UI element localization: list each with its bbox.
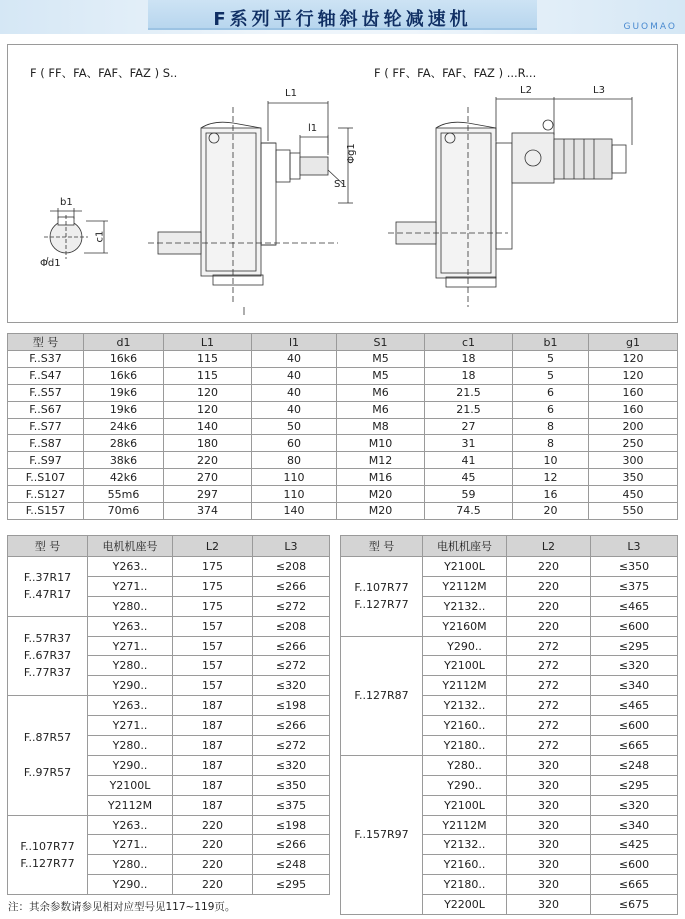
- table-cell: 297: [164, 486, 252, 503]
- table-row: [8, 384, 678, 401]
- table-cell: ≤320: [253, 755, 330, 775]
- table-cell: 272: [507, 656, 591, 676]
- table-cell: ≤208: [253, 557, 330, 577]
- table-cell: Y2180..: [423, 875, 507, 895]
- table-cell: 16k6: [84, 351, 164, 368]
- drawing-label-right: F ( FF、FA、FAF、FAZ ) ...R...: [374, 66, 537, 80]
- table-cell: Y280..: [88, 596, 173, 616]
- table-cell: Y2132..: [423, 596, 507, 616]
- table-cell: 320: [507, 775, 591, 795]
- model-name: F..77R37: [23, 666, 72, 680]
- table-cell: Y2200L: [423, 895, 507, 915]
- table-cell: 6: [513, 401, 589, 418]
- dim-b1: b1: [60, 197, 73, 208]
- table-cell: ≤248: [591, 755, 678, 775]
- table-cell: 374: [164, 503, 252, 520]
- table-cell: ≤350: [591, 557, 678, 577]
- table-cell: F..S37: [8, 351, 84, 368]
- table-cell: 320: [507, 755, 591, 775]
- table-cell: 120: [164, 401, 252, 418]
- table-cell: 5: [513, 351, 589, 368]
- table-cell: 38k6: [84, 452, 164, 469]
- table-cell: 115: [164, 367, 252, 384]
- table-cell: 140: [252, 503, 337, 520]
- table-cell: M16: [337, 469, 425, 486]
- dim-g1: Φg1: [345, 143, 357, 164]
- table-cell: 220: [173, 855, 253, 875]
- gearbox-r-housing: [388, 107, 626, 307]
- table-cell: Y290..: [88, 755, 173, 775]
- table-cell: ≤198: [253, 696, 330, 716]
- model-name: F..57R37: [23, 632, 72, 646]
- dim-S1: S1: [334, 179, 347, 190]
- table-cell: ≤320: [591, 795, 678, 815]
- table-cell: 12: [513, 469, 589, 486]
- table-cell: 550: [589, 503, 678, 520]
- model-group-cell: [8, 616, 88, 696]
- table-cell: F..S97: [8, 452, 84, 469]
- t1-header-S1: S1: [337, 334, 425, 351]
- dim-l1: l1: [308, 123, 318, 134]
- table-cell: 272: [507, 676, 591, 696]
- footnote: 注：其余参数请参见相对应型号见117~119页。: [8, 901, 236, 913]
- table-cell: ≤248: [253, 855, 330, 875]
- table-cell: 300: [589, 452, 678, 469]
- table-cell: ≤465: [591, 696, 678, 716]
- table-cell: ≤600: [591, 716, 678, 736]
- table-cell: 157: [173, 636, 253, 656]
- table-cell: ≤340: [591, 676, 678, 696]
- table-cell: Y290..: [88, 875, 173, 895]
- table-cell: 320: [507, 875, 591, 895]
- table-cell: Y2112M: [423, 676, 507, 696]
- dim-L3: L3: [593, 85, 605, 96]
- t2-header-motor: 电机机座号: [88, 536, 173, 557]
- table-cell: Y2180..: [423, 736, 507, 756]
- table-cell: 157: [173, 616, 253, 636]
- page-title: F系列平行轴斜齿轮减速机: [213, 9, 472, 30]
- table-cell: Y271..: [88, 576, 173, 596]
- table-cell: 5: [513, 367, 589, 384]
- table-cell: 180: [164, 435, 252, 452]
- table-cell: 187: [173, 716, 253, 736]
- table-cell: 320: [507, 795, 591, 815]
- table-cell: ≤272: [253, 596, 330, 616]
- table-cell: ≤266: [253, 576, 330, 596]
- table-cell: Y263..: [88, 616, 173, 636]
- dim-L1: L1: [285, 88, 297, 99]
- t1-header-model: 型 号: [8, 334, 84, 351]
- model-name: F..107R77: [354, 581, 409, 595]
- table-cell: Y290..: [423, 775, 507, 795]
- table-cell: 18: [425, 351, 513, 368]
- drawing-label-left: F ( FF、FA、FAF、FAZ ) S..: [30, 66, 178, 80]
- table-cell: ≤266: [253, 716, 330, 736]
- table-cell: Y2160..: [423, 716, 507, 736]
- table-cell: 40: [252, 384, 337, 401]
- table-cell: 19k6: [84, 401, 164, 418]
- table-cell: 250: [589, 435, 678, 452]
- table-cell: Y290..: [88, 676, 173, 696]
- table-cell: 8: [513, 418, 589, 435]
- table-cell: Y280..: [88, 736, 173, 756]
- table-cell: 175: [173, 596, 253, 616]
- table-cell: ≤465: [591, 596, 678, 616]
- table-cell: 110: [252, 469, 337, 486]
- table-cell: ≤665: [591, 736, 678, 756]
- table-cell: ≤675: [591, 895, 678, 915]
- table-cell: Y2100L: [423, 795, 507, 815]
- table-cell: 320: [507, 855, 591, 875]
- table-cell: 270: [164, 469, 252, 486]
- table-cell: ≤295: [253, 875, 330, 895]
- table-cell: 175: [173, 576, 253, 596]
- table-cell: ≤600: [591, 616, 678, 636]
- t1-header-L1: L1: [164, 334, 252, 351]
- table-cell: 120: [589, 367, 678, 384]
- table-row: [8, 469, 678, 486]
- table-cell: Y290..: [423, 636, 507, 656]
- table-cell: M8: [337, 418, 425, 435]
- table-cell: 60: [252, 435, 337, 452]
- table-cell: ≤208: [253, 616, 330, 636]
- table-cell: 220: [173, 835, 253, 855]
- table-cell: F..S87: [8, 435, 84, 452]
- t3-header-motor: 电机机座号: [423, 536, 507, 557]
- table-row: [8, 503, 678, 520]
- table-cell: 45: [425, 469, 513, 486]
- table-cell: 21.5: [425, 401, 513, 418]
- t2-header-L2: L2: [173, 536, 253, 557]
- table-cell: 157: [173, 676, 253, 696]
- motor-table-right: [340, 535, 678, 915]
- table-cell: 220: [164, 452, 252, 469]
- table-cell: Y2112M: [88, 795, 173, 815]
- table-row: [8, 486, 678, 503]
- table-cell: F..S77: [8, 418, 84, 435]
- model-group-cell: [8, 557, 88, 617]
- dim-d1: Φd1: [40, 258, 61, 269]
- table-cell: 59: [425, 486, 513, 503]
- table-cell: 157: [173, 656, 253, 676]
- table-cell: M6: [337, 384, 425, 401]
- table-cell: 272: [507, 736, 591, 756]
- table-row: [8, 616, 330, 636]
- table-cell: 220: [173, 875, 253, 895]
- technical-drawing-panel: [7, 44, 678, 323]
- t3-header-L2: L2: [507, 536, 591, 557]
- brand-mark: GUOMAO: [623, 22, 677, 32]
- table-cell: 220: [507, 576, 591, 596]
- table-cell: Y263..: [88, 557, 173, 577]
- table-cell: Y2160M: [423, 616, 507, 636]
- table-cell: Y280..: [88, 656, 173, 676]
- table-cell: Y271..: [88, 835, 173, 855]
- table-cell: 19k6: [84, 384, 164, 401]
- table-cell: 140: [164, 418, 252, 435]
- table-cell: Y263..: [88, 696, 173, 716]
- table-cell: 187: [173, 775, 253, 795]
- table-cell: 272: [507, 716, 591, 736]
- table-cell: ≤266: [253, 835, 330, 855]
- table-row: [341, 636, 678, 656]
- table-cell: 187: [173, 795, 253, 815]
- table-cell: Y271..: [88, 716, 173, 736]
- table-row: [341, 755, 678, 775]
- table-cell: ≤340: [591, 815, 678, 835]
- table-cell: 16k6: [84, 367, 164, 384]
- table-cell: 42k6: [84, 469, 164, 486]
- table-cell: 40: [252, 367, 337, 384]
- table-cell: 220: [507, 616, 591, 636]
- table-cell: ≤320: [253, 676, 330, 696]
- table-row: [8, 435, 678, 452]
- table-row: [8, 401, 678, 418]
- t2-header-model: 型 号: [8, 536, 88, 557]
- table-cell: F..S157: [8, 503, 84, 520]
- table-cell: 8: [513, 435, 589, 452]
- model-name: F..127R77: [20, 856, 75, 870]
- table-cell: 272: [507, 636, 591, 656]
- table-cell: ≤272: [253, 736, 330, 756]
- dimension-table-s: [7, 333, 678, 520]
- model-name: F..87R57: [23, 731, 72, 745]
- table-cell: 175: [173, 557, 253, 577]
- t3-header-L3: L3: [591, 536, 678, 557]
- gearbox-s-housing: [148, 107, 338, 315]
- table-cell: Y263..: [88, 815, 173, 835]
- table-cell: 80: [252, 452, 337, 469]
- t2-header-L3: L3: [253, 536, 330, 557]
- model-name: F..37R17: [23, 571, 72, 585]
- table-cell: ≤375: [591, 576, 678, 596]
- model-name: F..157R97: [354, 828, 409, 842]
- table-row: [8, 351, 678, 368]
- table-cell: Y2112M: [423, 815, 507, 835]
- table-cell: 120: [589, 351, 678, 368]
- t3-header-model: 型 号: [341, 536, 423, 557]
- table-cell: 10: [513, 452, 589, 469]
- model-group-cell: [8, 696, 88, 815]
- table-row: [8, 418, 678, 435]
- table-cell: 320: [507, 895, 591, 915]
- table-cell: Y271..: [88, 636, 173, 656]
- table-cell: 24k6: [84, 418, 164, 435]
- table-cell: ≤272: [253, 656, 330, 676]
- table-cell: 160: [589, 401, 678, 418]
- table-cell: M10: [337, 435, 425, 452]
- table-cell: ≤266: [253, 636, 330, 656]
- table-cell: Y2100L: [423, 656, 507, 676]
- table-cell: 40: [252, 351, 337, 368]
- table-cell: 31: [425, 435, 513, 452]
- table-cell: 120: [164, 384, 252, 401]
- table-cell: 21.5: [425, 384, 513, 401]
- table-row: [8, 452, 678, 469]
- table-cell: ≤350: [253, 775, 330, 795]
- dim-c1: c1: [94, 230, 106, 243]
- table-cell: ≤665: [591, 875, 678, 895]
- table-row: [8, 367, 678, 384]
- table-cell: F..S57: [8, 384, 84, 401]
- t1-header-g1: g1: [589, 334, 678, 351]
- table-cell: 41: [425, 452, 513, 469]
- model-name: F..97R57: [23, 766, 72, 780]
- table-cell: 6: [513, 384, 589, 401]
- table-cell: ≤375: [253, 795, 330, 815]
- motor-table-left: [7, 535, 330, 895]
- table-cell: 320: [507, 815, 591, 835]
- table-cell: M5: [337, 351, 425, 368]
- model-group-cell: [341, 755, 423, 914]
- table-cell: M5: [337, 367, 425, 384]
- table-cell: 450: [589, 486, 678, 503]
- table-cell: 220: [173, 815, 253, 835]
- table-cell: 200: [589, 418, 678, 435]
- model-name: F..107R77: [20, 839, 75, 853]
- table-cell: 350: [589, 469, 678, 486]
- table-cell: Y2112M: [423, 576, 507, 596]
- table-cell: 70m6: [84, 503, 164, 520]
- model-name: F..127R87: [354, 689, 409, 703]
- table-cell: 320: [507, 835, 591, 855]
- model-name: F..47R17: [23, 588, 72, 602]
- table-cell: 187: [173, 755, 253, 775]
- model-name: F..67R37: [23, 649, 72, 663]
- t1-header-d1: d1: [84, 334, 164, 351]
- dim-L2: L2: [520, 85, 532, 96]
- table-cell: ≤600: [591, 855, 678, 875]
- table-cell: M6: [337, 401, 425, 418]
- table-cell: ≤198: [253, 815, 330, 835]
- model-group-cell: [341, 636, 423, 755]
- table-cell: M20: [337, 503, 425, 520]
- table-cell: 28k6: [84, 435, 164, 452]
- table-row: [8, 815, 330, 835]
- table-cell: 220: [507, 596, 591, 616]
- table-cell: 187: [173, 736, 253, 756]
- table-cell: 16: [513, 486, 589, 503]
- table-cell: Y2100L: [423, 557, 507, 577]
- table-row: [341, 557, 678, 577]
- table-cell: 40: [252, 401, 337, 418]
- table-cell: 160: [589, 384, 678, 401]
- table-cell: 27: [425, 418, 513, 435]
- table-cell: 50: [252, 418, 337, 435]
- table-cell: 110: [252, 486, 337, 503]
- table-cell: ≤295: [591, 775, 678, 795]
- model-name: F..127R77: [354, 598, 409, 612]
- table-cell: 187: [173, 696, 253, 716]
- table-cell: ≤320: [591, 656, 678, 676]
- table-cell: Y2132..: [423, 835, 507, 855]
- table-cell: ≤295: [591, 636, 678, 656]
- table-cell: F..S107: [8, 469, 84, 486]
- model-group-cell: [8, 815, 88, 895]
- model-group-cell: [341, 557, 423, 637]
- table-cell: F..S67: [8, 401, 84, 418]
- table-cell: 272: [507, 696, 591, 716]
- table-row: [8, 696, 330, 716]
- table-cell: 20: [513, 503, 589, 520]
- t1-header-c1: c1: [425, 334, 513, 351]
- t1-header-l1: l1: [252, 334, 337, 351]
- table-cell: F..S47: [8, 367, 84, 384]
- table-cell: Y280..: [88, 855, 173, 875]
- table-cell: Y2132..: [423, 696, 507, 716]
- table-cell: 74.5: [425, 503, 513, 520]
- table-cell: Y2160..: [423, 855, 507, 875]
- table-cell: 220: [507, 557, 591, 577]
- table-cell: 55m6: [84, 486, 164, 503]
- table-cell: Y280..: [423, 755, 507, 775]
- table-cell: 115: [164, 351, 252, 368]
- table-row: [8, 557, 330, 577]
- table-cell: 18: [425, 367, 513, 384]
- table-cell: M12: [337, 452, 425, 469]
- table-cell: Y2100L: [88, 775, 173, 795]
- table-cell: M20: [337, 486, 425, 503]
- table-cell: ≤425: [591, 835, 678, 855]
- t1-header-b1: b1: [513, 334, 589, 351]
- table-cell: F..S127: [8, 486, 84, 503]
